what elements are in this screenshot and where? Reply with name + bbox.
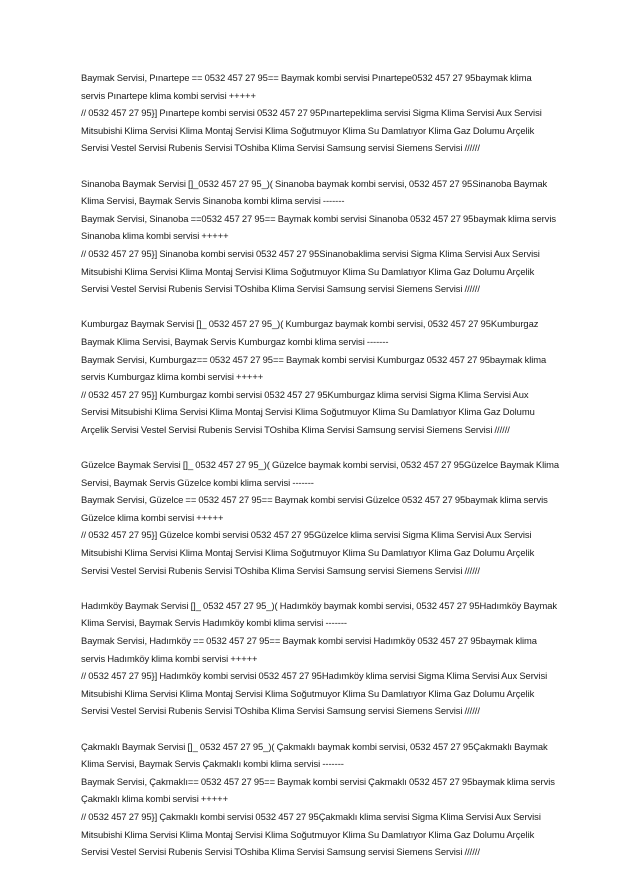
text-line: Baymak Servisi, Pınartepe == 0532 457 27 95== Baymak kombi servisi Pınartepe0532 457 27 95baymak klima (81, 72, 532, 83)
text-line: Baymak Servisi, Sinanoba ==0532 457 27 95== Baymak kombi servisi Sinanoba 0532 457 27 95baymak klima servis (81, 212, 556, 224)
text-line: Sinanoba klima kombi servisi +++++ (81, 230, 229, 242)
paragraph-hadimkoy (81, 597, 565, 720)
text-line: // 0532 457 27 95}] Sinanoba kombi servisi 0532 457 27 95Sinanobaklima servisi Sigma Klima Servisi Aux Servisi (81, 247, 540, 259)
paragraph-guzelce (81, 456, 565, 579)
text-line: Güzelce klima kombi servisi +++++ (81, 511, 224, 523)
text-line: Mitsubishi Klima Servisi Klima Montaj Servisi Klima Soğutmuyor Klima Su Damlatıyor Klima Gaz Dolumu Arçelik (81, 265, 535, 277)
text-line: Servisi Vestel Servisi Rubenis Servisi TOshiba Klima Servisi Samsung servisi Siemens Servisi ////// (81, 846, 480, 858)
text-line: // 0532 457 27 95}] Hadımköy kombi servisi 0532 457 27 95Hadımköy klima servisi Sigma Klima Servisi Aux Servisi (81, 670, 548, 682)
text-line: Arçelik Servisi Vestel Servisi Rubenis Servisi TOshiba Klima Servisi Samsung servisi Siemens Servisi ////// (81, 423, 510, 435)
paragraph-cakmakli (81, 738, 565, 861)
text-line: servis Hadımköy klima kombi servisi +++++ (81, 652, 258, 664)
text-line: Klima Servisi, Baymak Servis Sinanoba kombi klima servisi ------- (81, 195, 345, 207)
text-line: Baymak Servisi, Kumburgaz== 0532 457 27 95== Baymak kombi servisi Kumburgaz 0532 457 27 95baymak klima (81, 353, 547, 365)
text-line: Mitsubishi Klima Servisi Klima Montaj Servisi Klima Soğutmuyor Klima Su Damlatıyor Klima Gaz Dolumu Arçelik (81, 547, 535, 559)
text-line: servis Pınartepe klima kombi servisi +++++ (81, 89, 256, 101)
text-line: servis Kumburgaz klima kombi servisi +++++ (81, 371, 264, 383)
text-line: Servisi Vestel Servisi Rubenis Servisi TOshiba Klima Servisi Samsung servisi Siemens Servisi ////// (81, 142, 480, 154)
text-line: Baymak Servisi, Çakmaklı== 0532 457 27 95== Baymak kombi servisi Çakmaklı 0532 457 27 95baymak klima servis (81, 775, 555, 787)
text-line: Servisi, Baymak Servis Güzelce kombi klima servisi ------- (81, 476, 314, 488)
text-line: Servisi Vestel Servisi Rubenis Servisi TOshiba Klima Servisi Samsung servisi Siemens Servisi ////// (81, 283, 480, 295)
text-line: Servisi Vestel Servisi Rubenis Servisi TOshiba Klima Servisi Samsung servisi Siemens Servisi ////// (81, 705, 480, 717)
text-line: Hadımköy Baymak Servisi []_ 0532 457 27 95_)( Hadımköy baymak kombi servisi, 0532 457 27 95Hadımköy Baymak (81, 599, 558, 611)
text-line: Mitsubishi Klima Servisi Klima Montaj Servisi Klima Soğutmuyor Klima Su Damlatıyor Klima Gaz Dolumu Arçelik (81, 124, 535, 136)
text-line: // 0532 457 27 95}] Kumburgaz kombi servisi 0532 457 27 95Kumburgaz klima servisi Sigma Klima Servisi Aux (81, 388, 529, 400)
text-line: Baymak Servisi, Hadımköy == 0532 457 27 95== Baymak kombi servisi Hadımköy 0532 457 27 95baymak klima (81, 635, 537, 646)
document-page (81, 69, 565, 878)
text-line: // 0532 457 27 95}] Pınartepe kombi servisi 0532 457 27 95Pınartepeklima servisi Sigma Klima Servisi Aux Servisi (81, 107, 542, 119)
text-line: Servisi Mitsubishi Klima Servisi Klima Montaj Servisi Klima Soğutmuyor Klima Su Damlatıyor Klima Gaz Dolumu (81, 406, 535, 418)
text-line: Klima Servisi, Baymak Servis Çakmaklı kombi klima servisi ------- (81, 758, 344, 770)
text-line: Güzelce Baymak Servisi []_ 0532 457 27 95_)( Güzelce baymak kombi servisi, 0532 457 27 95Güzelce Baymak Klima (81, 459, 560, 471)
paragraph-kumburgaz (81, 315, 565, 438)
text-line: // 0532 457 27 95}] Güzelce kombi servisi 0532 457 27 95Güzelce klima servisi Sigma Klima Servisi Aux Servisi (81, 529, 532, 541)
text-line: Kumburgaz Baymak Servisi []_ 0532 457 27 95_)( Kumburgaz baymak kombi servisi, 0532 457 27 95Kumburgaz (81, 318, 539, 330)
paragraph-pinartepe (81, 69, 565, 157)
text-line: Mitsubishi Klima Servisi Klima Montaj Servisi Klima Soğutmuyor Klima Su Damlatıyor Klima Gaz Dolumu Arçelik (81, 687, 535, 699)
text-line: Çakmaklı Baymak Servisi []_ 0532 457 27 95_)( Çakmaklı baymak kombi servisi, 0532 457 27 95Çakmaklı Baymak (81, 740, 548, 752)
text-line: Mitsubishi Klima Servisi Klima Montaj Servisi Klima Soğutmuyor Klima Su Damlatıyor Klima Gaz Dolumu Arçelik (81, 828, 535, 840)
text-line: Klima Servisi, Baymak Servis Hadımköy kombi klima servisi ------- (81, 617, 347, 629)
text-line: Servisi Vestel Servisi Rubenis Servisi TOshiba Klima Servisi Samsung servisi Siemens Servisi ////// (81, 564, 480, 576)
text-line: Baymak Klima Servisi, Baymak Servis Kumburgaz kombi klima servisi ------- (81, 335, 389, 347)
text-line: Baymak Servisi, Güzelce == 0532 457 27 95== Baymak kombi servisi Güzelce 0532 457 27 95baymak klima servis (81, 494, 548, 506)
text-line: Sinanoba Baymak Servisi []_0532 457 27 95_)( Sinanoba baymak kombi servisi, 0532 457 27 95Sinanoba Baymak (81, 177, 548, 189)
text-line: Çakmaklı klima kombi servisi +++++ (81, 793, 229, 805)
paragraph-sinanoba (81, 175, 565, 298)
text-line: // 0532 457 27 95}] Çakmaklı kombi servisi 0532 457 27 95Çakmaklı klima servisi Sigma Klima Servisi Aux Servisi (81, 810, 541, 822)
